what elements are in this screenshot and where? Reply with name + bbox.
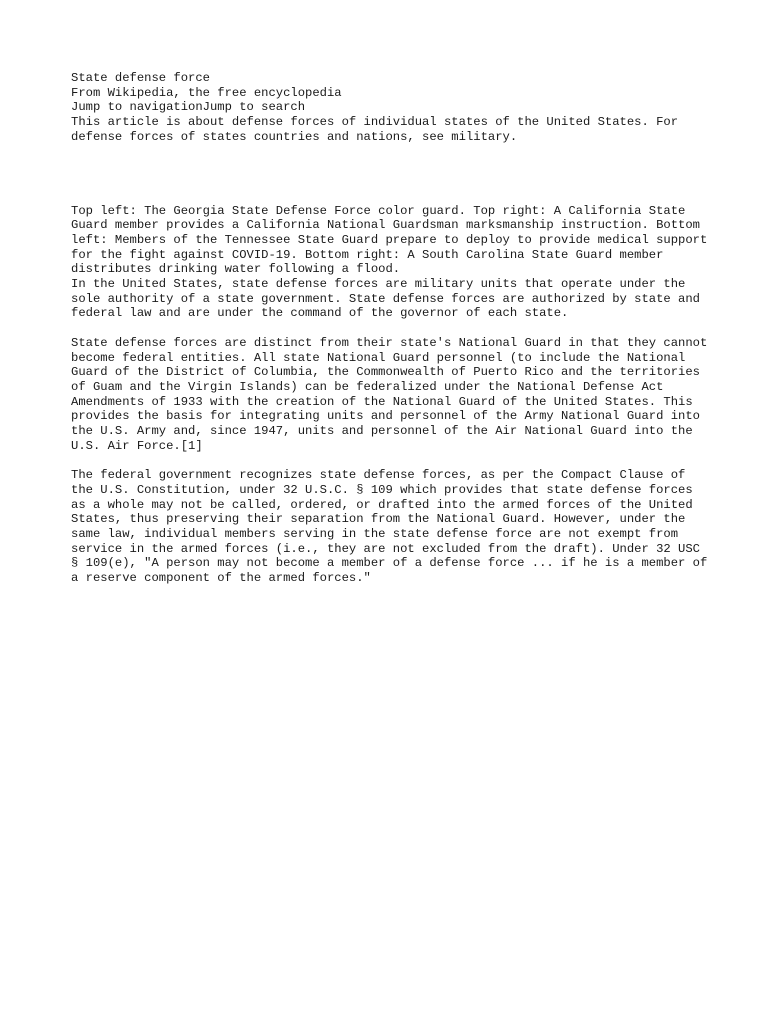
image-caption: Top left: The Georgia State Defense Force color guard. Top right: A California State Guard member provides a California National Guardsman marksmanship instruction. Bottom left: Members of the Tennessee State Guard prepare to deploy to provide medical support for the fight against COVID-19. Bottom right: A South Carolina State Guard member distributes drinking water following a flood. bbox=[71, 203, 708, 277]
paragraph-gap bbox=[71, 453, 711, 468]
paragraph-federal-recognition: The federal government recognizes state defense forces, as per the Compact Clause of the U.S. Constitution, under 32 U.S.C. § 109 which provides that state defense forces as a whole may not be called, ordered, or drafted into the armed forces of the United States, thus preserving their separation from the National Guard. However, under the same law, individual members serving in the state defense force are not exempt from service in the armed forces (i.e., they are not excluded from the draft). Under 32 USC § 109(e), "A person may not become a member of a defense force ... if he is a member of a reserve component of the armed forces." bbox=[71, 468, 708, 586]
jump-links[interactable]: Jump to navigationJump to search bbox=[71, 100, 306, 115]
paragraph-gap bbox=[71, 321, 711, 336]
article-body bbox=[71, 71, 711, 586]
image-area bbox=[71, 145, 711, 204]
paragraph-intro: In the United States, state defense forces are military units that operate under the sole authority of a state government. State defense forces are authorized by state and federal law and are under the command of the governor of each state. bbox=[71, 277, 700, 321]
paragraph-national-guard: State defense forces are distinct from their state's National Guard in that they cannot become federal entities. All state National Guard personnel (to include the National Guard of the District of Columbia, the Commonwealth of Puerto Rico and the territories of Guam and the Virgin Islands) can be federalized under the National Defense Act Amendments of 1933 with the creation of the National Guard of the United States. This provides the basis for integrating units and personnel of the Army National Guard into the U.S. Army and, since 1947, units and personnel of the Air National Guard into the U.S. Air Force.[1] bbox=[71, 335, 708, 453]
hatnote: This article is about defense forces of individual states of the United States. For defense forces of states countries and nations, see military. bbox=[71, 115, 679, 144]
page-title: State defense force bbox=[71, 71, 210, 85]
article-subtitle: From Wikipedia, the free encyclopedia bbox=[71, 85, 342, 100]
